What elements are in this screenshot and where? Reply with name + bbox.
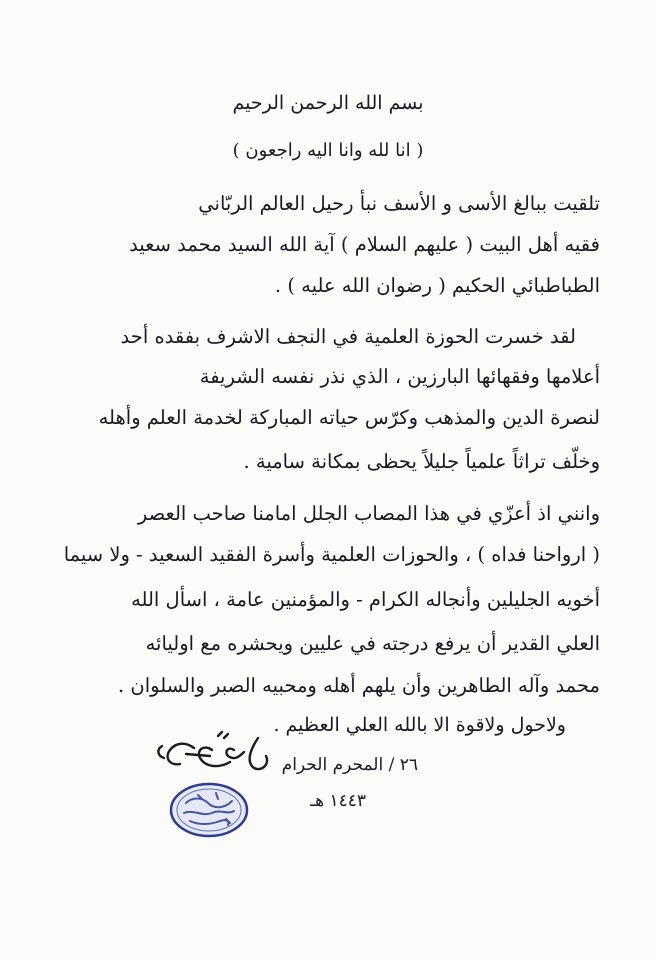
basmala: بسم الله الرحمن الرحيم bbox=[232, 92, 424, 114]
paragraph2-line: وخلّف تراثاً علمياً جليلاً يحظى بمكانة سامية . bbox=[243, 450, 600, 473]
paragraph3-line: وانني اذ أعزّي في هذا المصاب الجلل امامنا صاحب العصر bbox=[137, 502, 600, 525]
paragraph3-line: محمد وآله الطاهرين وأن يلهم أهله ومحبيه الصبر والسلوان . bbox=[117, 674, 600, 697]
quran-quote: ( انا لله وانا اليه راجعون ) bbox=[232, 140, 424, 161]
paragraph2-line: لقد خسرت الحوزة العلمية في النجف الاشرف بفقده أحد bbox=[120, 325, 576, 348]
paragraph2-line: لنصرة الدين والمذهب وكرّس حياته المباركة لخدمة العلم وأهله bbox=[98, 406, 600, 429]
paragraph1-line: الطباطبائي الحكيم ( رضوان الله عليه ) . bbox=[274, 274, 600, 297]
paragraph3-line: ( ارواحنا فداه ) ، والحوزات العلمية وأسرة الفقيد السعيد - ولا سيما bbox=[63, 543, 600, 566]
closing-line: ولاحول ولاقوة الا بالله العلي العظيم . bbox=[273, 714, 566, 736]
signature-icon bbox=[150, 728, 280, 776]
paragraph3-line: العلي القدير أن يرفع درجته في عليين ويحشره مع اوليائه bbox=[145, 632, 600, 655]
date-hijri-year: ١٤٤٣ هـ bbox=[310, 791, 366, 811]
date-hijri-day: ٢٦ / المحرم الحرام bbox=[281, 755, 418, 775]
seal-stamp-icon bbox=[168, 781, 250, 839]
paragraph1-line: تلقيت ببالغ الأسى و الأسف نبأ رحيل العالم الربّاني bbox=[198, 192, 600, 215]
paragraph3-line: أخويه الجليلين وأنجاله الكرام - والمؤمنين عامة ، اسأل الله bbox=[131, 588, 600, 611]
paragraph2-line: أعلامها وفقهائها البارزين ، الذي نذر نفسه الشريفة bbox=[199, 365, 600, 388]
paragraph1-line: فقيه أهل البيت ( عليهم السلام ) آية الله السيد محمد سعيد bbox=[129, 233, 600, 256]
